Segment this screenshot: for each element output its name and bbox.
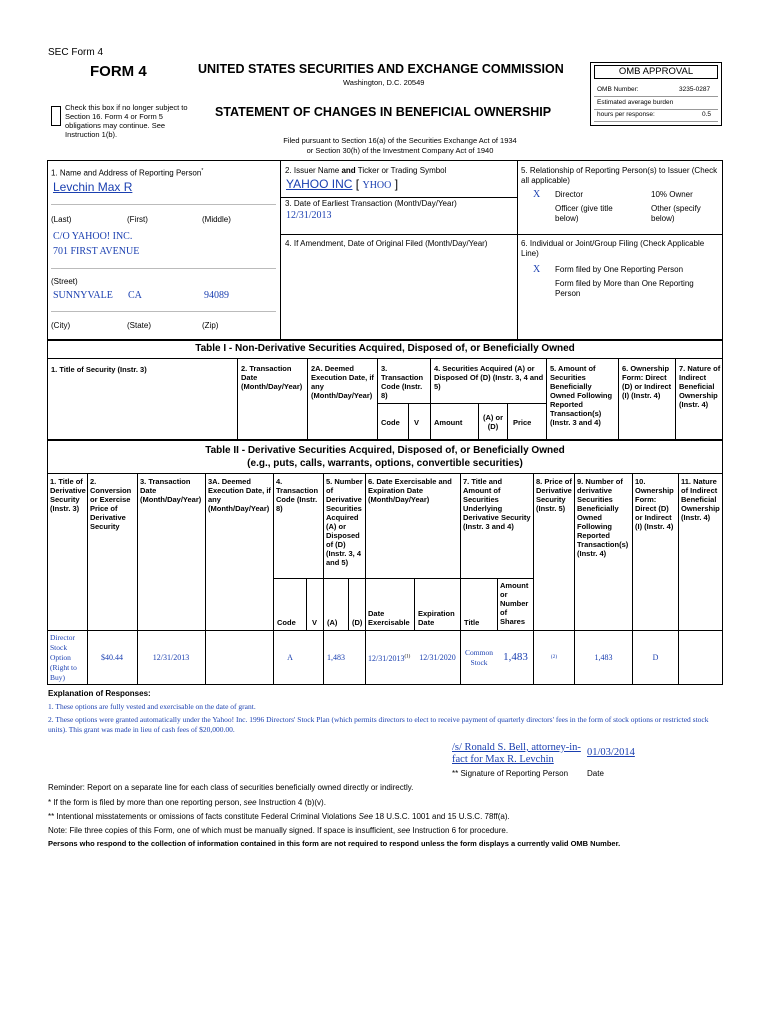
- t2-sub-exercisable: Date Exercisable: [368, 609, 410, 627]
- row-form: D: [652, 653, 659, 662]
- omb-number-value: 3235-0287: [679, 86, 711, 93]
- explanation-title: Explanation of Responses:: [48, 689, 151, 698]
- row-acquired: 1,483: [327, 653, 345, 662]
- signature-label: ** Signature of Reporting Person: [452, 769, 569, 778]
- signature-line2: fact for Max R. Levchin: [452, 754, 554, 765]
- address-line2: 701 FIRST AVENUE: [53, 246, 140, 257]
- t1-sub-amount: Amount: [434, 418, 463, 427]
- director-check[interactable]: X: [533, 189, 541, 200]
- t2-col8: 8. Price of Derivative Security (Instr. 5): [536, 477, 572, 513]
- row-expiration: 12/31/2020: [419, 653, 456, 662]
- state-label: (State): [127, 321, 152, 330]
- t2-sub-a: (A): [327, 618, 338, 627]
- filed-pursuant-line1: Filed pursuant to Section 16(a) of the Securities Exchange Act of 1934: [283, 136, 517, 145]
- row-underlying-title: Common Stock: [465, 648, 493, 667]
- t2-col1: 1. Title of Derivative Security (Instr. 3): [50, 477, 86, 513]
- footer-note2: ** Intentional misstatements or omissions of facts constitute Federal Criminal Violations See 18 U.S.C. 1001 and 15 U.S.C. 78ff(a).: [48, 812, 510, 821]
- t2-sub-d: (D): [352, 618, 363, 627]
- t2-col4: 4. Transaction Code (Instr. 8): [276, 477, 319, 513]
- table-two-title2: (e.g., puts, calls, warrants, options, convertible securities): [247, 458, 523, 469]
- row-price: $40.44: [101, 653, 123, 662]
- t2-col5: 5. Number of Derivative Securities Acquired (A) or Disposed of (D) (Instr. 3, 4 and 5): [326, 477, 363, 567]
- signature-line1: /s/ Ronald S. Bell, attorney-in-: [452, 742, 581, 753]
- footer-note3: Note: File three copies of this Form, one of which must be manually signed. If space is insufficient, see Instruction 6 for procedure.: [48, 826, 509, 835]
- officer-label: Officer (give title below): [555, 204, 613, 223]
- omb-burden-label: Estimated average burden: [597, 99, 674, 106]
- ten-pct-owner-label: 10% Owner: [651, 190, 693, 199]
- city-value: SUNNYVALE: [53, 290, 113, 301]
- t1-sub-price: Price: [513, 418, 532, 427]
- t1-sub-ad: (A) or (D): [483, 413, 503, 431]
- city-label: (City): [51, 321, 71, 330]
- row-code: A: [287, 653, 293, 662]
- row-underlying-amount: 1,483: [503, 651, 528, 663]
- footer-omb-notice: Persons who respond to the collection of information contained in this form are not required to respond unless the form displays a currently valid OMB Number.: [48, 839, 621, 848]
- one-person-label: Form filed by One Reporting Person: [555, 265, 684, 274]
- omb-number-label: OMB Number:: [597, 86, 639, 93]
- state-value: CA: [128, 290, 142, 301]
- zip-label: (Zip): [202, 321, 219, 330]
- issuer-label: 2. Issuer Name and Ticker or Trading Symbol: [285, 166, 447, 175]
- filing-label: 6. Individual or Joint/Group Filing (Check Applicable Line): [521, 239, 705, 258]
- signature-date-label: Date: [587, 769, 604, 778]
- t1-col5: 5. Amount of Securities Beneficially Owned Following Reported Transaction(s) (Instr. 3 and 4): [550, 364, 613, 427]
- address-line1: C/O YAHOO! INC.: [53, 231, 133, 242]
- t1-sub-code: Code: [381, 418, 400, 427]
- t1-col2: 2. Transaction Date (Month/Day/Year): [241, 364, 303, 391]
- more-person-label: Form filed by More than One Reporting Person: [555, 279, 694, 298]
- row-exercisable: 12/31/2013$^{(1)}$: [368, 654, 411, 663]
- omb-hours-label: hours per response:: [597, 111, 655, 118]
- amendment-label: 4. If Amendment, Date of Original Filed (Month/Day/Year): [285, 239, 488, 248]
- t2-sub-code: Code: [277, 618, 296, 627]
- earliest-date-value: 12/31/2013: [286, 210, 332, 221]
- commission-location: Washington, D.C. 20549: [343, 78, 425, 87]
- first-name-label: (First): [127, 215, 148, 224]
- t1-col4: 4. Securities Acquired (A) or Disposed Of (D) (Instr. 3, 4 and 5): [434, 364, 544, 391]
- relationship-label: 5. Relationship of Reporting Person(s) to Issuer (Check all applicable): [521, 166, 718, 185]
- table-one-title: Table I - Non-Derivative Securities Acquired, Disposed of, or Beneficially Owned: [195, 343, 575, 354]
- footer-note1: * If the form is filed by more than one reporting person, see Instruction 4 (b)(v).: [48, 798, 326, 807]
- t1-col2a: 2A. Deemed Execution Date, if any (Month/Day/Year): [311, 364, 374, 400]
- t1-col6: 6. Ownership Form: Direct (D) or Indirect (I) (Instr. 4): [622, 364, 672, 400]
- row-owned: 1,483: [594, 653, 613, 662]
- issuer-name[interactable]: YAHOO INC: [286, 177, 353, 191]
- t2-col6: 6. Date Exercisable and Expiration Date (Month/Day/Year): [368, 477, 452, 504]
- form-title: FORM 4: [90, 63, 147, 80]
- sec-form-label: SEC Form 4: [48, 47, 104, 58]
- reporting-person-name[interactable]: Levchin Max R: [53, 180, 133, 194]
- t2-sub-expiration: Expiration Date: [418, 609, 455, 627]
- explanation-note1: 1. These options are fully vested and exercisable on the date of grant.: [48, 702, 256, 711]
- earliest-date-label: 3. Date of Earliest Transaction (Month/Day/Year): [285, 199, 457, 208]
- t2-col11: 11. Nature of Indirect Beneficial Ownership (Instr. 4): [681, 477, 720, 522]
- one-person-check[interactable]: X: [533, 264, 541, 275]
- t1-col3: 3. Transaction Code (Instr. 8): [381, 364, 424, 400]
- t1-col1: 1. Title of Security (Instr. 3): [51, 365, 147, 374]
- issuer-ticker: YHOO: [362, 180, 392, 191]
- footer-reminder: Reminder: Report on a separate line for each class of securities beneficially owned directly or indirectly.: [48, 783, 414, 792]
- last-name-label: (Last): [51, 215, 72, 224]
- no-longer-subject-checkbox[interactable]: [51, 106, 61, 126]
- table-two-title1: Table II - Derivative Securities Acquired, Disposed of, or Beneficially Owned: [205, 445, 565, 456]
- director-label: Director: [555, 190, 584, 199]
- t2-sub-amount: Amount or Number of Shares: [500, 581, 529, 626]
- t2-col7: 7. Title and Amount of Securities Underlying Derivative Security (Instr. 3 and 4): [463, 477, 531, 531]
- middle-name-label: (Middle): [202, 215, 231, 224]
- explanation-note2: 2. These options were granted automatically under the Yahoo! Inc. 1996 Directors' Stock Plan (which permits directors to elect to receive payment of quarterly directors' fees in the form of stock options or restricted stock units). This grant was made in lieu of cash fees of $20,000.00.: [48, 715, 709, 734]
- omb-approval-title: OMB APPROVAL: [594, 65, 718, 79]
- t2-sub-v: V: [312, 618, 318, 627]
- omb-hours-value: 0.5: [702, 111, 712, 118]
- other-label: Other (specify below): [651, 204, 701, 223]
- street-label: (Street): [51, 277, 78, 286]
- row-deriv-price: (2): [550, 654, 558, 660]
- row-title: Director Stock Option (Right to Buy): [50, 633, 77, 682]
- row-date: 12/31/2013: [152, 653, 190, 662]
- t2-sub-title: Title: [464, 618, 480, 627]
- checkbox-instructions: Check this box if no longer subject to Section 16. Form 4 or Form 5 obligations may continue. See Instruction 1(b).: [65, 103, 188, 139]
- commission-title: UNITED STATES SECURITIES AND EXCHANGE COMMISSION: [198, 62, 564, 76]
- reporting-person-label: 1. Name and Address of Reporting Person*: [51, 168, 204, 178]
- t2-col3: 3. Transaction Date (Month/Day/Year): [140, 477, 202, 504]
- zip-value: 94089: [204, 290, 229, 301]
- t1-sub-v: V: [414, 418, 420, 427]
- statement-title: STATEMENT OF CHANGES IN BENEFICIAL OWNERSHIP: [215, 105, 552, 119]
- issuer-name-row: YAHOO INC [ YHOO ]: [286, 177, 399, 191]
- filed-pursuant-line2: or Section 30(h) of the Investment Company Act of 1940: [306, 146, 494, 155]
- t1-col7: 7. Nature of Indirect Beneficial Ownership (Instr. 4): [679, 364, 721, 409]
- signature-date: 01/03/2014: [587, 747, 635, 758]
- t2-col2: 2. Conversion or Exercise Price of Derivative Security: [90, 477, 132, 531]
- t2-col3a: 3A. Deemed Execution Date, if any (Month/Day/Year): [208, 477, 271, 513]
- t2-col10: 10. Ownership Form: Direct (D) or Indirect (I) (Instr. 4): [635, 477, 674, 531]
- t2-col9: 9. Number of derivative Securities Beneficially Owned Following Reported Transaction(s) (Instr. 4): [577, 477, 629, 558]
